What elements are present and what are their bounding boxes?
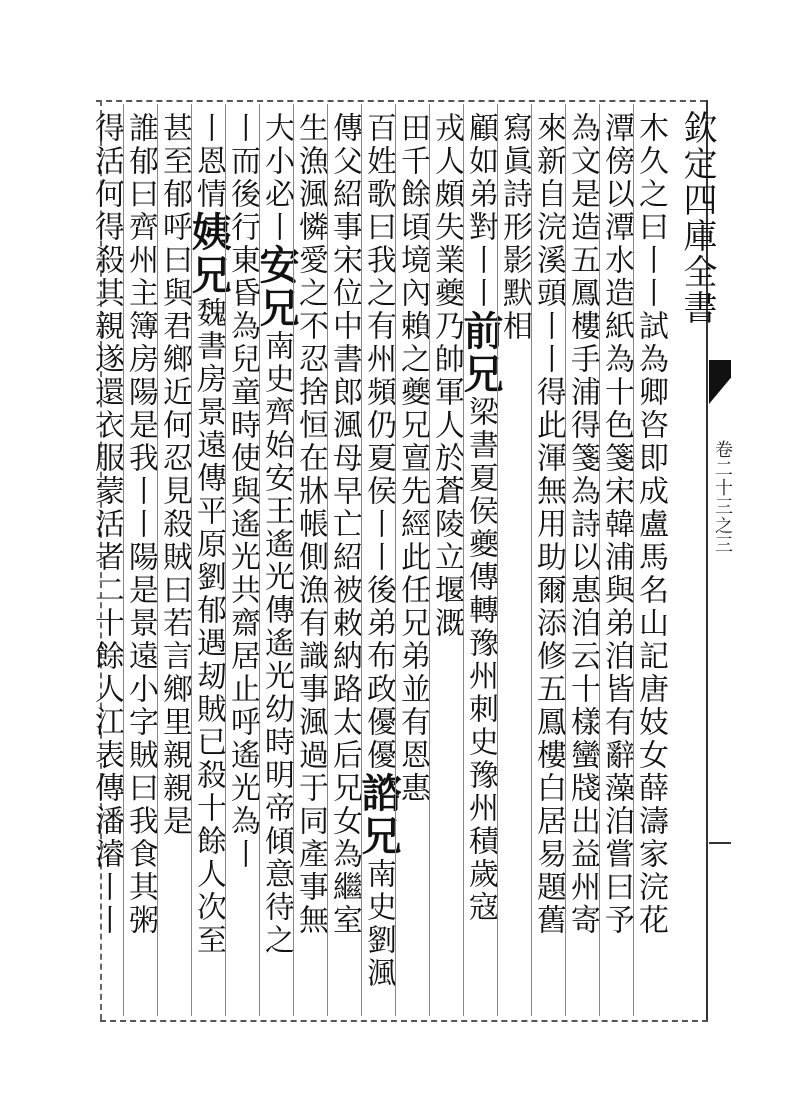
column-text: 潭傍以潭水造紙為十色箋宋韓浦與弟洎皆有辭藻洎嘗曰予 [599, 112, 634, 937]
column-text: 來新自浣溪頭丨丨得此渾無用助爾添修五鳳樓白居易題舊 [531, 112, 566, 937]
column-text: 丨恩情 [191, 112, 226, 211]
text-column [120, 112, 160, 937]
column-text: 丨而後行 [225, 112, 260, 244]
entry-heading: 安兄 [253, 244, 300, 330]
page-border-top [96, 100, 706, 102]
fish-tail-mark [709, 360, 731, 404]
column-rule [599, 104, 600, 1016]
gutter-rule [709, 842, 731, 844]
column-rule [633, 104, 634, 1016]
column-text: 傳父紹事宋位中書郎渢母早亡紹被敕納路太后兄女為繼室 [327, 112, 362, 937]
column-rule [463, 104, 464, 1016]
column-rule [361, 104, 362, 1016]
entry-heading: 姨兄 [185, 211, 232, 297]
column-rule [191, 104, 192, 1016]
column-rule [565, 104, 566, 1016]
volume-label: 卷二十三之三 [712, 440, 733, 554]
text-column [596, 112, 636, 937]
text-column [290, 112, 330, 937]
page-border-bottom [100, 1020, 708, 1022]
text-column [630, 112, 670, 937]
text-column [154, 112, 194, 838]
column-text: 生漁渢憐愛之不忍捨恒在牀帳側漁有識事渢過于同產事無 [293, 112, 328, 937]
text-column [324, 112, 364, 937]
column-text: 田千餘頃境內賴之夔兄亶先經此任兄弟並有恩惠 [395, 112, 430, 805]
text-column [392, 112, 432, 805]
column-text: 魏書房景遠傳平原劉郁遇刼賊已殺十餘人次至 [191, 297, 226, 957]
column-text: 戎人頗失業夔乃帥軍人於蒼陵立堰溉 [429, 112, 464, 640]
text-column [185, 112, 232, 957]
book-title: 欽定四庫全書 [677, 110, 717, 326]
column-text: 百姓歌曰我之有州頻仍夏侯丨丨後弟布政優優 [361, 112, 396, 772]
column-rule [123, 104, 124, 1016]
column-rule [395, 104, 396, 1016]
column-text: 顧如弟對丨丨 [463, 112, 498, 310]
column-text: 南史劉渢 [361, 858, 396, 990]
column-text: 梁書夏侯夔傳轉豫州刺史豫州積歲寇 [463, 396, 498, 924]
column-text: 東昏為兒童時使與遙光共齋居止呼遙光為丨 [225, 244, 260, 871]
text-column [562, 112, 602, 937]
column-rule [429, 104, 430, 1016]
column-text: 為文是造五鳳樓手浦得箋為詩以惠洎云十樣蠻牋出益州寄 [565, 112, 600, 937]
column-rule [157, 104, 158, 1016]
column-text: 甚至 [157, 112, 192, 178]
column-rule [327, 104, 328, 1016]
column-text: 大小必丨 [259, 112, 294, 244]
column-rule [225, 104, 226, 1016]
column-text: 誰郁曰齊州主簿房陽是我丨丨陽是景遠小字賊曰我食其粥 [123, 112, 158, 937]
column-text: 寫眞詩形影默相 [497, 112, 532, 343]
text-column [355, 112, 402, 990]
column-rule [497, 104, 498, 1016]
column-rule [293, 104, 294, 1016]
entry-heading: 諮兄 [355, 772, 402, 858]
column-text: 木久之曰丨丨試為卿咨即成盧馬名山記唐妓女薛濤家浣花 [633, 112, 668, 937]
text-column [426, 112, 466, 640]
column-rule [259, 104, 260, 1016]
text-column [86, 112, 126, 937]
column-rule [531, 104, 532, 1016]
text-column [494, 112, 534, 343]
column-text: 得活何得殺其親遂還衣服蒙活者二十餘人江表傳潘濬丨丨 [89, 112, 124, 937]
column-text: 南史齊始安王遙光傳遙光幼時明帝傾意待之 [259, 330, 294, 957]
column-text: 郁呼曰與君鄉近何忍見殺賊曰若言鄉里親親是 [157, 178, 192, 838]
text-column [528, 112, 568, 937]
text-column [457, 112, 504, 924]
entry-heading: 前兄 [457, 310, 504, 396]
text-column [253, 112, 300, 957]
